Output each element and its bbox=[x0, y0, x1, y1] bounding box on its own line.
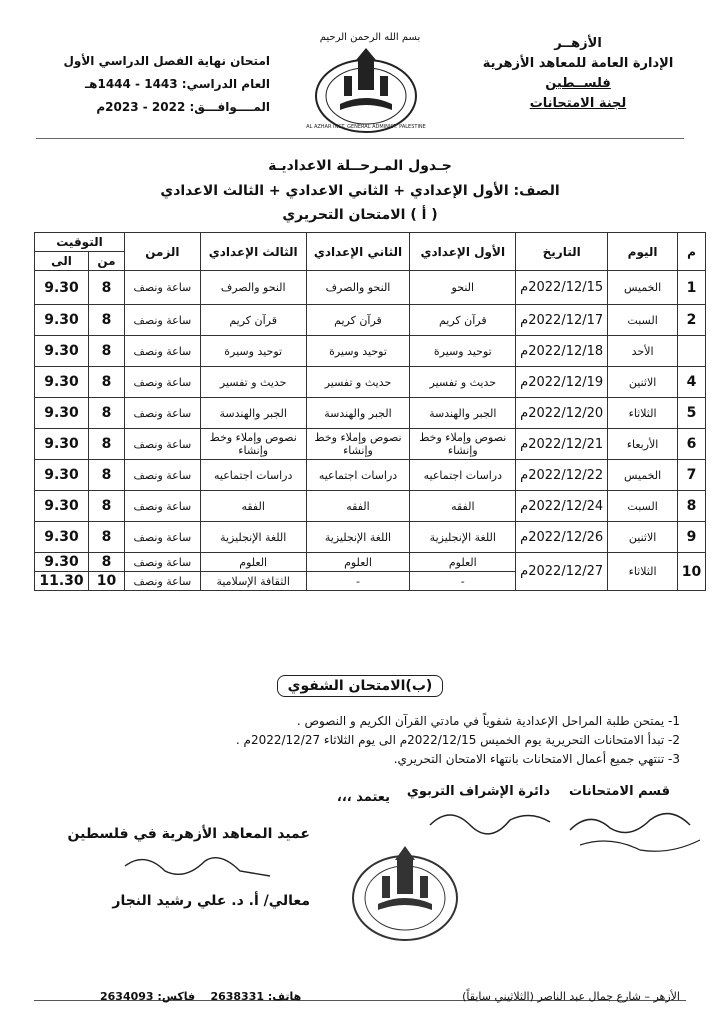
row-grade3-subject: الفقه bbox=[200, 491, 306, 522]
row-grade1-subject: حديث و تفسير bbox=[410, 367, 516, 398]
row-grade3-subject: دراسات اجتماعيه bbox=[200, 460, 306, 491]
row-grade2-subject: اللغة الإنجليزية bbox=[306, 522, 410, 553]
row-grade2-subject: النحو والصرف bbox=[306, 271, 410, 305]
azhar-seal-logo bbox=[306, 46, 426, 136]
row-to: 9.30 bbox=[35, 305, 89, 336]
row-grade3-subject: اللغة الإنجليزية bbox=[200, 522, 306, 553]
row-date: 2022/12/18م bbox=[516, 336, 608, 367]
row-date: 2022/12/24م bbox=[516, 491, 608, 522]
col-header-grade1: الأول الإعدادي bbox=[410, 233, 516, 271]
row-day: الاثنين bbox=[608, 367, 678, 398]
supervision-dept-label: دائرة الإشراف التربوي bbox=[406, 784, 550, 799]
col-header-grade2: الثاني الإعدادي bbox=[306, 233, 410, 271]
row-to: 9.30 bbox=[35, 491, 89, 522]
row-date: 2022/12/26م bbox=[516, 522, 608, 553]
table-row bbox=[35, 429, 706, 460]
row-from: 8 bbox=[89, 336, 125, 367]
row-date: 2022/12/22م bbox=[516, 460, 608, 491]
row-date: 2022/12/21م bbox=[516, 429, 608, 460]
row-number: 2 bbox=[678, 305, 706, 336]
row-g3: الثقافة الإسلامية bbox=[200, 572, 306, 591]
row-day: الخميس bbox=[608, 460, 678, 491]
administration-name: الإدارة العامة للمعاهد الأزهرية bbox=[482, 56, 674, 71]
oral-exam-heading: (ب)الامتحان الشفوي bbox=[0, 678, 720, 694]
institution-name: الأزهــر bbox=[554, 36, 602, 51]
row-day: الثلاثاء bbox=[608, 553, 678, 591]
academic-year-gregorian: المــــوافـــق: 2022 - 2023م bbox=[96, 100, 270, 114]
row-grade3-subject: حديث و تفسير bbox=[200, 367, 306, 398]
row-g1: العلوم bbox=[410, 553, 516, 572]
dean-name: معالي/ أ. د. علي رشيد النجار bbox=[112, 893, 310, 909]
row-duration: ساعة ونصف bbox=[124, 367, 200, 398]
official-stamp bbox=[340, 838, 470, 948]
table-row bbox=[35, 336, 706, 367]
col-header-date: التاريخ bbox=[516, 233, 608, 271]
row-grade3-subject: الجبر والهندسة bbox=[200, 398, 306, 429]
row-grade2-subject: قرآن كريم bbox=[306, 305, 410, 336]
row-duration: ساعة ونصف bbox=[124, 491, 200, 522]
row-grade2-subject: حديث و تفسير bbox=[306, 367, 410, 398]
header-divider bbox=[36, 138, 684, 139]
row-date: 2022/12/19م bbox=[516, 367, 608, 398]
exam-info bbox=[40, 50, 270, 119]
row-number: 6 bbox=[678, 429, 706, 460]
row-day: الأحد bbox=[608, 336, 678, 367]
table-row bbox=[35, 460, 706, 491]
academic-year-hijri: العام الدراسي: 1443 - 1444هـ bbox=[85, 77, 270, 91]
approval-label: يعتمد ،،، bbox=[336, 790, 390, 805]
row-from: 10 bbox=[89, 572, 125, 591]
row-duration: ساعة ونصف bbox=[124, 429, 200, 460]
col-header-duration: الزمن bbox=[124, 233, 200, 271]
exams-dept-label: قسم الامتحانات bbox=[568, 784, 670, 799]
exam-title: امتحان نهاية الفصل الدراسي الأول bbox=[63, 54, 270, 68]
row-grade1-subject: توحيد وسيرة bbox=[410, 336, 516, 367]
country-name: فلســطين bbox=[545, 76, 611, 91]
table-row bbox=[35, 398, 706, 429]
row-grade3-subject: توحيد وسيرة bbox=[200, 336, 306, 367]
row-g1: - bbox=[410, 572, 516, 591]
row-grade3-subject: قرآن كريم bbox=[200, 305, 306, 336]
row-from: 8 bbox=[89, 522, 125, 553]
table-row bbox=[35, 305, 706, 336]
committee-name: لجنة الامتحانات bbox=[529, 96, 627, 111]
row-number: 7 bbox=[678, 460, 706, 491]
row-grade1-subject: نصوص وإملاء وخط وإنشاء bbox=[410, 429, 516, 460]
row-to: 9.30 bbox=[35, 367, 89, 398]
row-date: 2022/12/17م bbox=[516, 305, 608, 336]
row-g3: العلوم bbox=[200, 553, 306, 572]
row-day: الثلاثاء bbox=[608, 398, 678, 429]
col-header-timing: التوقيت bbox=[35, 233, 125, 252]
table-row bbox=[35, 271, 706, 305]
row-to: 9.30 bbox=[35, 429, 89, 460]
row-grade2-subject: الجبر والهندسة bbox=[306, 398, 410, 429]
row-to: 9.30 bbox=[35, 271, 89, 305]
row-duration: ساعة ونصف bbox=[124, 522, 200, 553]
written-exam-title: ( أ ) الامتحان التحريري bbox=[282, 207, 438, 223]
fax-number: 2634093 bbox=[100, 990, 154, 1003]
row-day: الاثنين bbox=[608, 522, 678, 553]
note-item: 3- تنتهي جميع أعمال الامتحانات بانتهاء الامتحان التحريري. bbox=[393, 752, 680, 766]
row-grade1-subject: الجبر والهندسة bbox=[410, 398, 516, 429]
row-to: 9.30 bbox=[35, 336, 89, 367]
row-to: 9.30 bbox=[35, 522, 89, 553]
row-duration: ساعة ونصف bbox=[124, 336, 200, 367]
row-to: 9.30 bbox=[35, 398, 89, 429]
row-dur: ساعة ونصف bbox=[124, 553, 200, 572]
footer-address: الأزهر – شارع جمال عبد الناصر (الثلاثيني سابقاً) bbox=[462, 990, 680, 1003]
row-from: 8 bbox=[89, 429, 125, 460]
row-number: 9 bbox=[678, 522, 706, 553]
row-from: 8 bbox=[89, 553, 125, 572]
col-header-day: اليوم bbox=[608, 233, 678, 271]
table-row bbox=[35, 553, 706, 572]
row-grade1-subject: دراسات اجتماعيه bbox=[410, 460, 516, 491]
row-day: السبت bbox=[608, 491, 678, 522]
note-item: 1- يمتحن طلبة المراحل الإعدادية شفوياً في مادتي القرآن الكريم و النصوص . bbox=[296, 714, 680, 728]
dean-signature bbox=[120, 846, 290, 886]
col-header-to: الى bbox=[35, 252, 89, 271]
table-row bbox=[35, 491, 706, 522]
row-grade1-subject: اللغة الإنجليزية bbox=[410, 522, 516, 553]
row-number: 5 bbox=[678, 398, 706, 429]
dean-title: عميد المعاهد الأزهرية في فلسطين bbox=[67, 826, 310, 842]
row-grade1-subject: النحو bbox=[410, 271, 516, 305]
row-day: الخميس bbox=[608, 271, 678, 305]
row-day: الأربعاء bbox=[608, 429, 678, 460]
row-grade3-subject: النحو والصرف bbox=[200, 271, 306, 305]
row-dur: ساعة ونصف bbox=[124, 572, 200, 591]
basmala: بسم الله الرحمن الرحيم bbox=[319, 32, 421, 43]
row-from: 8 bbox=[89, 271, 125, 305]
row-duration: ساعة ونصف bbox=[124, 271, 200, 305]
row-day: السبت bbox=[608, 305, 678, 336]
phone-number: 2638331 bbox=[210, 990, 265, 1003]
footer-contacts bbox=[100, 990, 301, 1003]
row-number bbox=[678, 336, 706, 367]
svg-text:AL AZHAR INST. GENERAL ADMINIS: AL AZHAR INST. GENERAL ADMINIST. PALESTINE bbox=[306, 124, 426, 130]
row-number: 8 bbox=[678, 491, 706, 522]
phone-label: هاتف: bbox=[267, 990, 302, 1003]
row-grade2-subject: دراسات اجتماعيه bbox=[306, 460, 410, 491]
row-from: 8 bbox=[89, 305, 125, 336]
row-date: 2022/12/27م bbox=[516, 553, 608, 591]
row-number: 10 bbox=[678, 553, 706, 591]
row-duration: ساعة ونصف bbox=[124, 305, 200, 336]
col-header-from: من bbox=[89, 252, 125, 271]
col-header-num: م bbox=[678, 233, 706, 271]
schedule-title: جـدول المـرحــلة الاعداديـة bbox=[268, 158, 452, 174]
row-g2: - bbox=[306, 572, 410, 591]
row-to: 9.30 bbox=[35, 460, 89, 491]
fax-label: فاكس: bbox=[157, 990, 196, 1003]
notes-list bbox=[20, 712, 680, 769]
row-date: 2022/12/20م bbox=[516, 398, 608, 429]
row-duration: ساعة ونصف bbox=[124, 460, 200, 491]
table-row bbox=[35, 522, 706, 553]
row-to: 11.30 bbox=[35, 572, 89, 591]
row-to: 9.30 bbox=[35, 553, 89, 572]
exam-schedule-table bbox=[34, 232, 706, 591]
row-grade1-subject: الفقه bbox=[410, 491, 516, 522]
col-header-grade3: الثالث الإعدادي bbox=[200, 233, 306, 271]
table-row bbox=[35, 367, 706, 398]
grades-title: الصف: الأول الإعدادي + الثاني الاعدادي + الثالث الاعدادي bbox=[160, 183, 560, 199]
row-from: 8 bbox=[89, 367, 125, 398]
row-grade2-subject: توحيد وسيرة bbox=[306, 336, 410, 367]
row-g2: العلوم bbox=[306, 553, 410, 572]
row-from: 8 bbox=[89, 460, 125, 491]
row-from: 8 bbox=[89, 398, 125, 429]
row-from: 8 bbox=[89, 491, 125, 522]
header-institution bbox=[458, 34, 698, 114]
row-date: 2022/12/15م bbox=[516, 271, 608, 305]
row-number: 4 bbox=[678, 367, 706, 398]
row-grade2-subject: الفقه bbox=[306, 491, 410, 522]
row-grade1-subject: قرآن كريم bbox=[410, 305, 516, 336]
row-grade2-subject: نصوص وإملاء وخط وإنشاء bbox=[306, 429, 410, 460]
row-number: 1 bbox=[678, 271, 706, 305]
row-grade3-subject: نصوص وإملاء وخط وإنشاء bbox=[200, 429, 306, 460]
row-duration: ساعة ونصف bbox=[124, 398, 200, 429]
note-item: 2- تبدأ الامتحانات التحريرية يوم الخميس 2022/12/15م الى يوم الثلاثاء 2022/12/27م . bbox=[235, 733, 680, 747]
